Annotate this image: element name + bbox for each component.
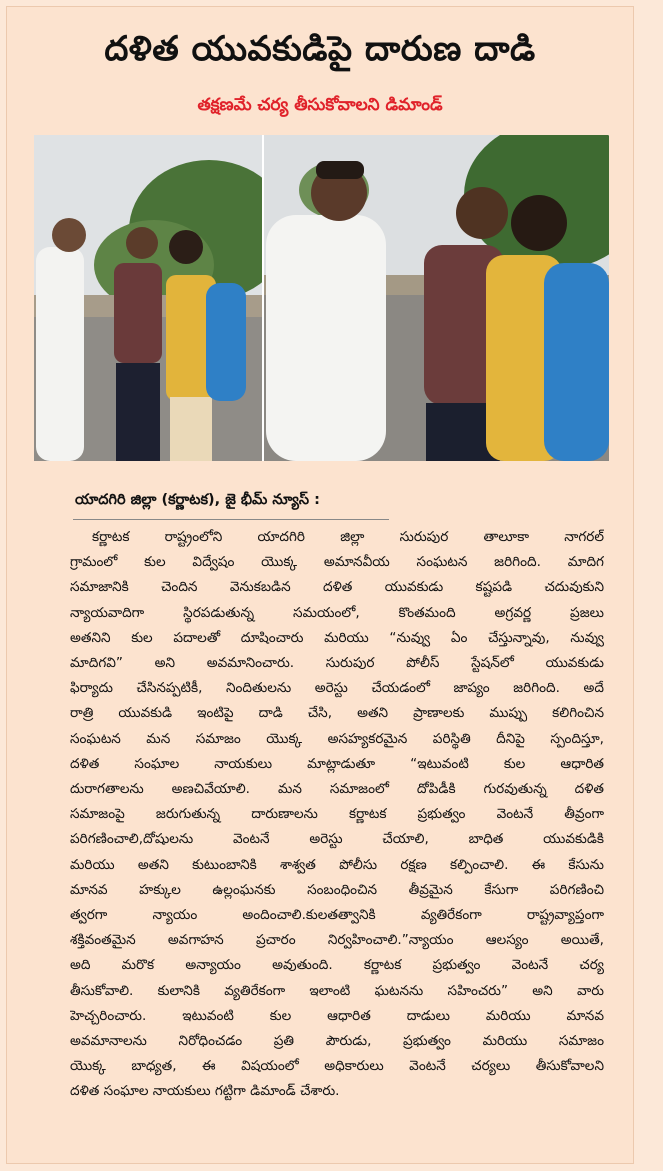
article-body: [70, 525, 604, 1105]
dateline-divider: [73, 519, 389, 520]
body-line: దళిత సంఘాల నాయకులు గట్టిగా డిమాండ్ చేశారు.: [70, 1083, 340, 1100]
body-line: తీసుకోవాలి. కులానికి వ్యతిరేకంగా ఇలాంటి ఘటనను సహించరు” అని వారు: [70, 982, 604, 999]
subheadline: తక్షణమే చర్య తీసుకోవాలని డిమాండ్: [197, 95, 443, 115]
body-line: దళిత సంఘాల నాయకులు మాట్లాడుతూ “ఇటువంటి కుల ఆధారిత: [70, 755, 604, 772]
body-line: పరిగణించాలి,దోషులను వెంటనే అరెస్టు చేయాలి, బాధిత యువకుడికి: [70, 831, 604, 848]
body-line: న్యాయవాదిగా స్థిరపడుతున్న సమయంలో, కొంతమంది అగ్రవర్ణ ప్రజలు: [70, 604, 604, 621]
body-line: అవమానాలను నిరోధించడం ప్రతి పౌరుడు, ప్రభుత్వం మరియు సమాజం: [70, 1033, 604, 1050]
body-line: అది మరొక అన్యాయం అవుతుంది. కర్ణాటక ప్రభుత్వం వెంటనే చర్య: [70, 957, 604, 974]
body-line: హెచ్చరించారు. ఇటువంటి కుల ఆధారిత దాడులు మరియు మానవ: [70, 1007, 604, 1024]
body-line: మరియు అతని కుటుంబానికి శాశ్వత పోలీసు రక్షణ కల్పించాలి. ఈ కేసును: [70, 856, 604, 873]
body-line: కర్ణాటక రాష్ట్రంలోని యాదగిరి జిల్లా సురుపుర తాలూకా నాగరల్: [92, 529, 604, 545]
body-line: యొక్క బాధ్యత, ఈ విషయంలో అధికారులు వెంటనే చర్యలు తీసుకోవాలని: [70, 1058, 604, 1075]
body-line: దురాగతాలను అణచివేయాలి. మన సమాజంలో దోపిడీకి గురవుతున్న దళిత: [70, 781, 604, 798]
body-line: శక్తివంతమైన అవగాహన ప్రచారం నిర్వహించాలి.”న్యాయం ఆలస్యం అయితే,: [70, 932, 604, 949]
body-line: అతనిని కుల పదాలతో దూషించారు మరియు “నువ్వు ఏం చేస్తున్నావు, నువ్వు: [70, 629, 604, 646]
headline: దళిత యువకుడిపై దారుణ దాడి: [104, 29, 536, 69]
body-line: మాదిగవి” అని అవమానించారు. సురుపుర పోలీస్ స్టేషన్‌లో యువకుడు: [70, 655, 604, 672]
body-line: రాత్రి యువకుడి ఇంటిపై దాడి చేసి, అతని ప్రాణాలకు ముప్పు కలిగించిన: [70, 705, 604, 722]
body-line: సమాజానికి చెందిన వెనుకబడిన దళిత యువకుడు కష్టపడి చదువుకుని: [70, 579, 604, 596]
body-line: ఫిర్యాదు చేసినప్పటికీ, నిందితులను అరెస్టు చేయడంలో జాప్యం జరిగింది. అదే: [70, 680, 604, 697]
photo-left-panel: [34, 135, 289, 461]
body-line: గ్రామంలో కుల విద్వేషం యొక్క అమానవీయ సంఘటన జరిగింది. మాదిగ: [70, 554, 604, 571]
photo-right-panel: [264, 135, 609, 461]
news-photo: [34, 135, 609, 461]
body-line: సంఘటన మన సమాజం యొక్క అసహ్యకరమైన పరిస్థితి దీనిపై స్పందిస్తూ,: [70, 730, 604, 747]
newspaper-clipping: [6, 6, 634, 1164]
body-line: త్వరగా న్యాయం అందించాలి.కులతత్వానికి వ్యతిరేకంగా రాష్ట్రవ్యాప్తంగా: [70, 907, 604, 924]
body-line: సమాజంపై జరుగుతున్న దారుణాలను కర్ణాటక ప్రభుత్వం వెంటనే తీవ్రంగా: [70, 806, 604, 823]
body-line: మానవ హక్కుల ఉల్లంఘనకు సంబంధించిన తీవ్రమైన కేసుగా పరిగణించి: [70, 881, 604, 898]
dateline: యాదగిరి జిల్లా (కర్ణాటక), జై భీమ్ న్యూస్ :: [75, 492, 320, 508]
